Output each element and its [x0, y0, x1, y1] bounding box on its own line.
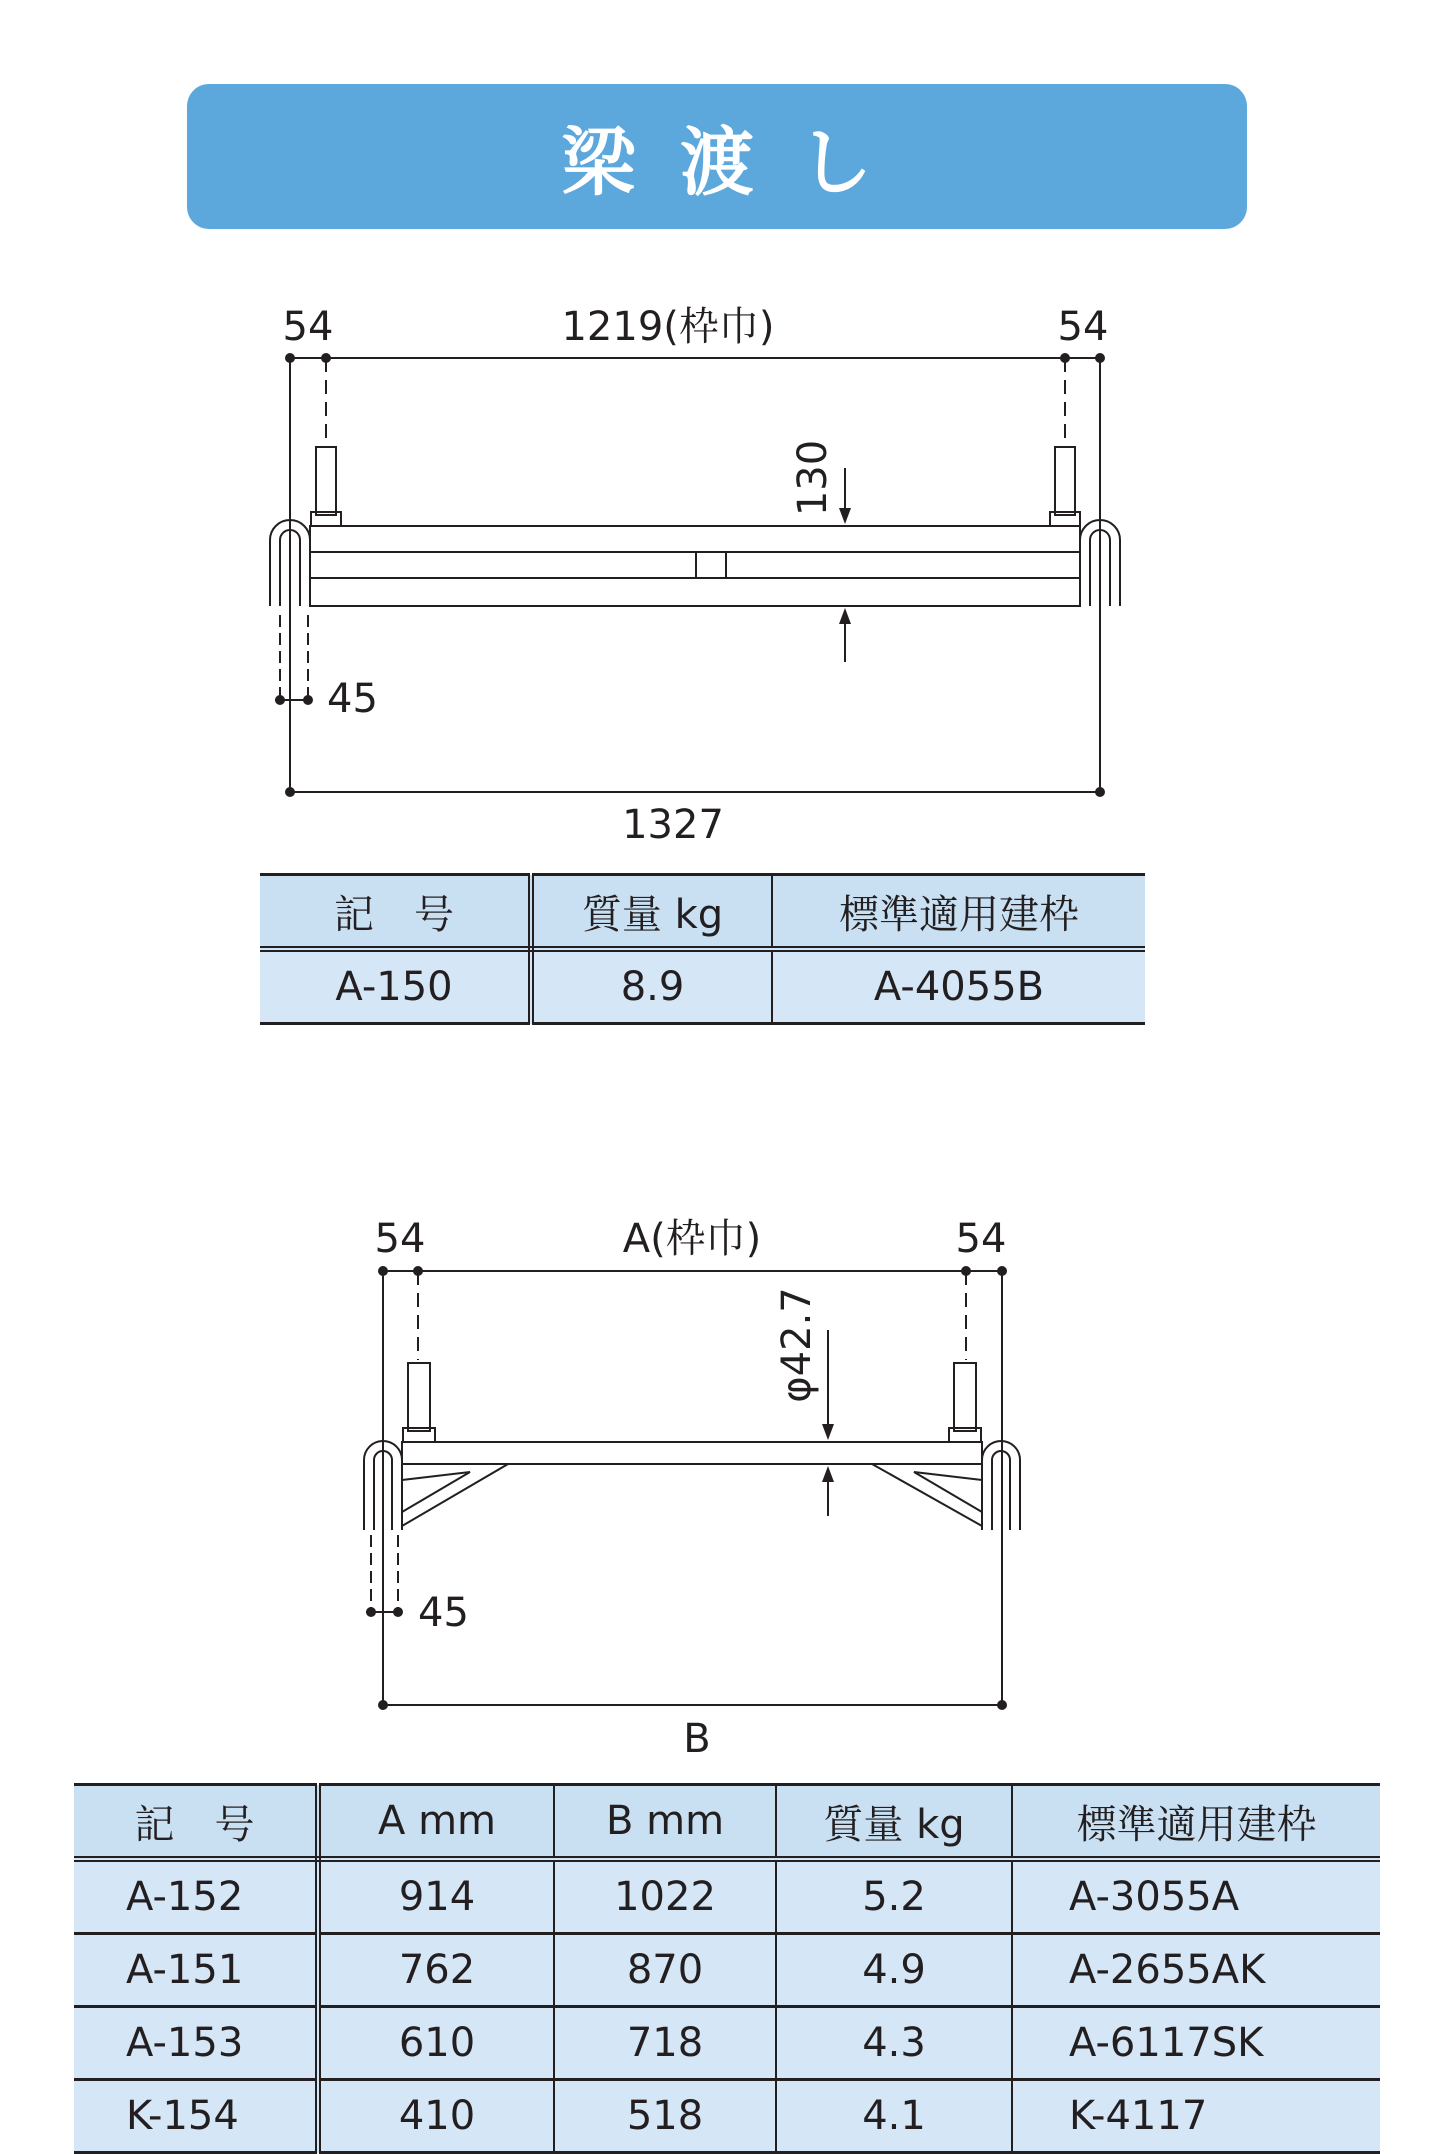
cell-code: A-153 [74, 2007, 318, 2080]
beam-joint [696, 552, 726, 578]
table-row [74, 2007, 1380, 2080]
header-a-mm: A mm [318, 1785, 554, 1860]
cell-a-mm: 914 [318, 1859, 554, 1934]
cell-b-mm: 870 [554, 1934, 776, 2007]
dim-label-total: B [683, 1716, 711, 1762]
beam-drawing-series [0, 1200, 1450, 1780]
cell-code: K-154 [74, 2080, 318, 2153]
post-right [1055, 447, 1075, 515]
cell-frame: K-4117 [1012, 2080, 1380, 2153]
cell-code: A-150 [260, 949, 531, 1024]
table-row [74, 2080, 1380, 2153]
dim-label-hook: 45 [327, 676, 378, 722]
cell-code: A-152 [74, 1859, 318, 1934]
spec-table-a150 [260, 873, 1145, 1025]
header-code: 記 号 [74, 1785, 318, 1860]
cell-b-mm: 518 [554, 2080, 776, 2153]
cell-mass: 4.1 [776, 2080, 1012, 2153]
dim-label-hook: 45 [418, 1590, 469, 1636]
dim-label-center: A(枠巾) [622, 1216, 762, 1262]
page-title: 梁渡し [561, 119, 917, 206]
dim-label-right: 54 [1057, 304, 1109, 350]
dim-label-left: 54 [282, 304, 334, 350]
table-row [74, 1859, 1380, 1934]
dim-label-height: 130 [790, 439, 836, 517]
dim-label-total: 1327 [622, 802, 724, 848]
header-mass: 質量 kg [531, 875, 772, 950]
cell-frame: A-6117SK [1012, 2007, 1380, 2080]
cell-a-mm: 762 [318, 1934, 554, 2007]
header-frame: 標準適用建枠 [1012, 1785, 1380, 1860]
cell-a-mm: 410 [318, 2080, 554, 2153]
cell-code: A-151 [74, 1934, 318, 2007]
table-header-row [260, 875, 1145, 950]
dim-label-left: 54 [374, 1216, 426, 1262]
table-row [74, 1934, 1380, 2007]
title-banner [187, 84, 1247, 229]
beam-drawing-a150 [0, 290, 1450, 850]
header-code: 記 号 [260, 875, 531, 950]
spec-table-series [74, 1783, 1380, 2154]
table-row [260, 949, 1145, 1024]
cell-mass: 5.2 [776, 1859, 1012, 1934]
table-header-row [74, 1785, 1380, 1860]
cell-b-mm: 718 [554, 2007, 776, 2080]
dim-label-right: 54 [955, 1216, 1007, 1262]
beam-pipe [402, 1442, 982, 1464]
header-b-mm: B mm [554, 1785, 776, 1860]
cell-mass: 4.3 [776, 2007, 1012, 2080]
cell-frame: A-4055B [772, 949, 1145, 1024]
cell-mass: 8.9 [531, 949, 772, 1024]
cell-frame: A-3055A [1012, 1859, 1380, 1934]
header-mass: 質量 kg [776, 1785, 1012, 1860]
header-frame: 標準適用建枠 [772, 875, 1145, 950]
dim-label-center: 1219(枠巾) [561, 304, 775, 350]
post-left [316, 447, 336, 515]
cell-frame: A-2655AK [1012, 1934, 1380, 2007]
cell-a-mm: 610 [318, 2007, 554, 2080]
cell-b-mm: 1022 [554, 1859, 776, 1934]
dim-label-pipe: φ42.7 [774, 1287, 820, 1403]
post-left [408, 1363, 430, 1431]
post-right [954, 1363, 976, 1431]
cell-mass: 4.9 [776, 1934, 1012, 2007]
